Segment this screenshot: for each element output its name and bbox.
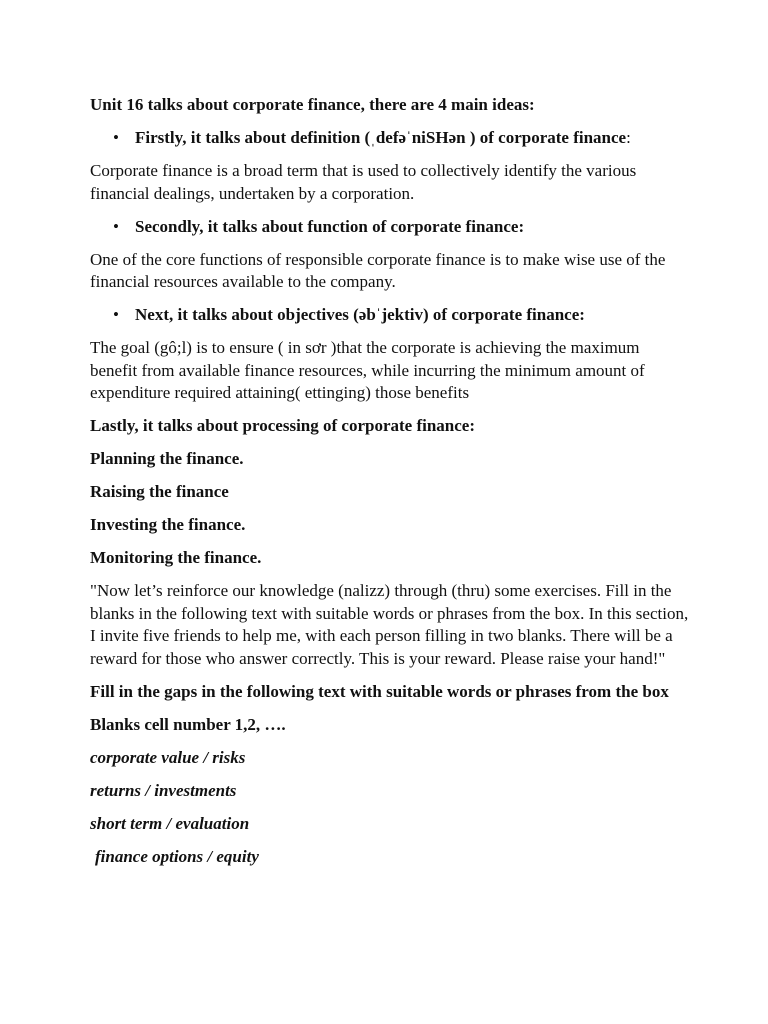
word-box-item: corporate value / risks — [90, 747, 246, 767]
process-step: Planning the finance. — [90, 449, 244, 468]
idea1-text: Corporate finance is a broad term that is used to collectively identify the various financial dealings, undertaken by a corporation. — [90, 161, 637, 203]
process-step: Raising the finance — [90, 482, 229, 501]
idea4-heading: Lastly, it talks about processing of corporate finance: — [90, 416, 476, 435]
idea3-heading — [113, 304, 690, 327]
word-box-item: short term / evaluation — [90, 813, 250, 833]
bullet-icon: • — [113, 216, 119, 236]
intro-heading: Unit 16 talks about corporate finance, there are 4 main ideas: — [90, 95, 535, 114]
idea1-list — [90, 127, 690, 150]
exercise-intro: "Now let’s reinforce our knowledge (nalizz) through (thru) some exercises. Fill in the blanks in the following text with suitable words or phrases from the box. In this section, I invite five friends to help me, with each person filling in two blanks. There will be a reward for those who answer correctly. This is your reward. Please raise your hand!" — [90, 581, 689, 668]
word-box-item: finance options / equity — [95, 846, 259, 866]
idea1-heading-text: Firstly, it talks about definition (ˌdefəˈniSHən ) of corporate finance — [135, 128, 627, 147]
idea1-heading-colon: : — [626, 128, 631, 147]
process-step: Investing the finance. — [90, 515, 246, 534]
blanks-label: Blanks cell number 1,2, …. — [90, 714, 286, 734]
idea3-list — [90, 304, 690, 327]
idea1-heading — [113, 127, 690, 150]
idea2-text: One of the core functions of responsible corporate finance is to make wise use of the financial resources available to the company. — [90, 249, 666, 291]
process-step: Monitoring the finance. — [90, 548, 262, 567]
idea3-heading-text: Next, it talks about objectives (əbˈjektiv) of corporate finance: — [135, 305, 585, 324]
exercise-instruction: Fill in the gaps in the following text with suitable words or phrases from the box — [90, 681, 669, 701]
bullet-icon: • — [113, 128, 119, 147]
word-box-item: returns / investments — [90, 780, 237, 800]
idea2-heading — [113, 216, 690, 239]
idea3-text: The goal (gô;l) is to ensure ( in sơr )that the corporate is achieving the maximum benefit from available finance resources, while incurring the minimum amount of expenditure required attaining( ettinging) those benefits — [90, 338, 645, 402]
idea2-list — [90, 216, 690, 239]
idea2-heading-text: Secondly, it talks about function of corporate finance: — [135, 216, 525, 236]
bullet-icon: • — [113, 305, 119, 324]
document-page — [90, 94, 690, 879]
